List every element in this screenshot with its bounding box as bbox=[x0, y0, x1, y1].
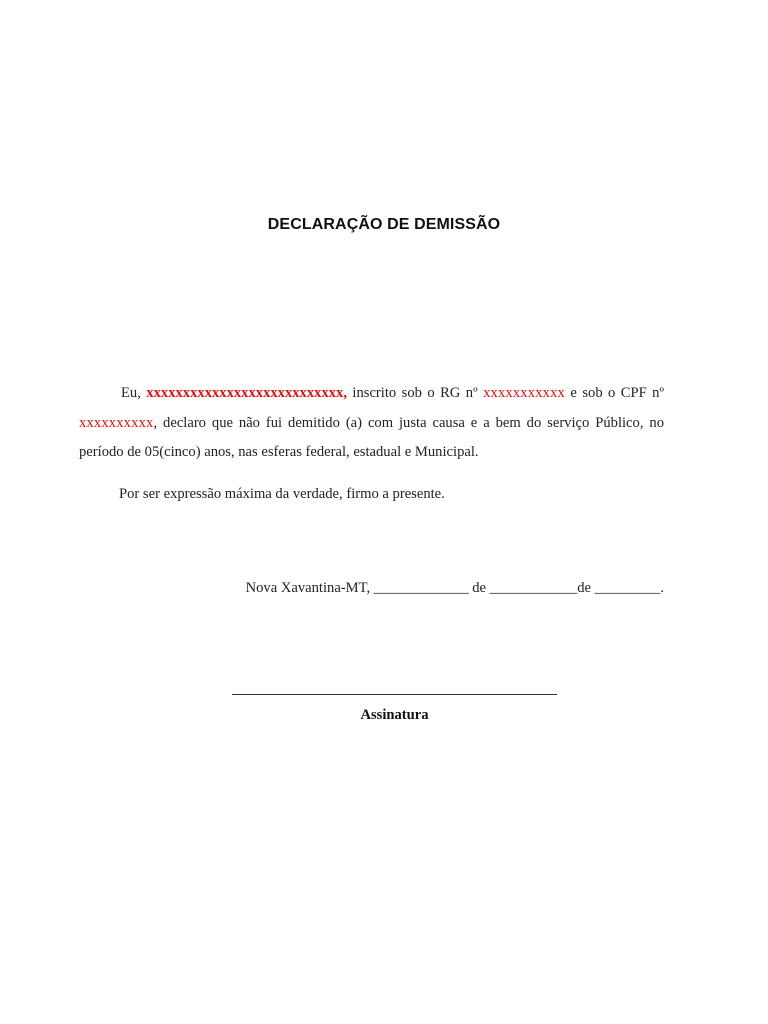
signature-label: Assinatura bbox=[360, 707, 429, 723]
cpf-text: e sob o CPF nº bbox=[564, 385, 665, 401]
document-title: DECLARAÇÃO DE DEMISSÃO bbox=[267, 216, 501, 233]
declaration-paragraph bbox=[79, 379, 664, 468]
place-date-line: Nova Xavantina-MT, _____________ de ____________de _________. bbox=[245, 580, 664, 596]
name-placeholder: xxxxxxxxxxxxxxxxxxxxxxxxxxx, bbox=[146, 385, 347, 401]
rg-placeholder: xxxxxxxxxxx bbox=[483, 385, 565, 401]
cpf-placeholder: xxxxxxxxxx bbox=[79, 414, 154, 431]
declaration-body: , declaro que não fui demitido (a) com justa causa e a bem do serviço Público, no período de 05(cinco) anos, nas esferas federal, estadual e Municipal. bbox=[79, 414, 664, 460]
paragraph-prefix: Eu, bbox=[121, 385, 147, 401]
signature-line bbox=[232, 694, 557, 695]
rg-text: inscrito sob o RG nº bbox=[346, 385, 484, 401]
truth-statement-paragraph: Por ser expressão máxima da verdade, firmo a presente. bbox=[119, 486, 445, 502]
